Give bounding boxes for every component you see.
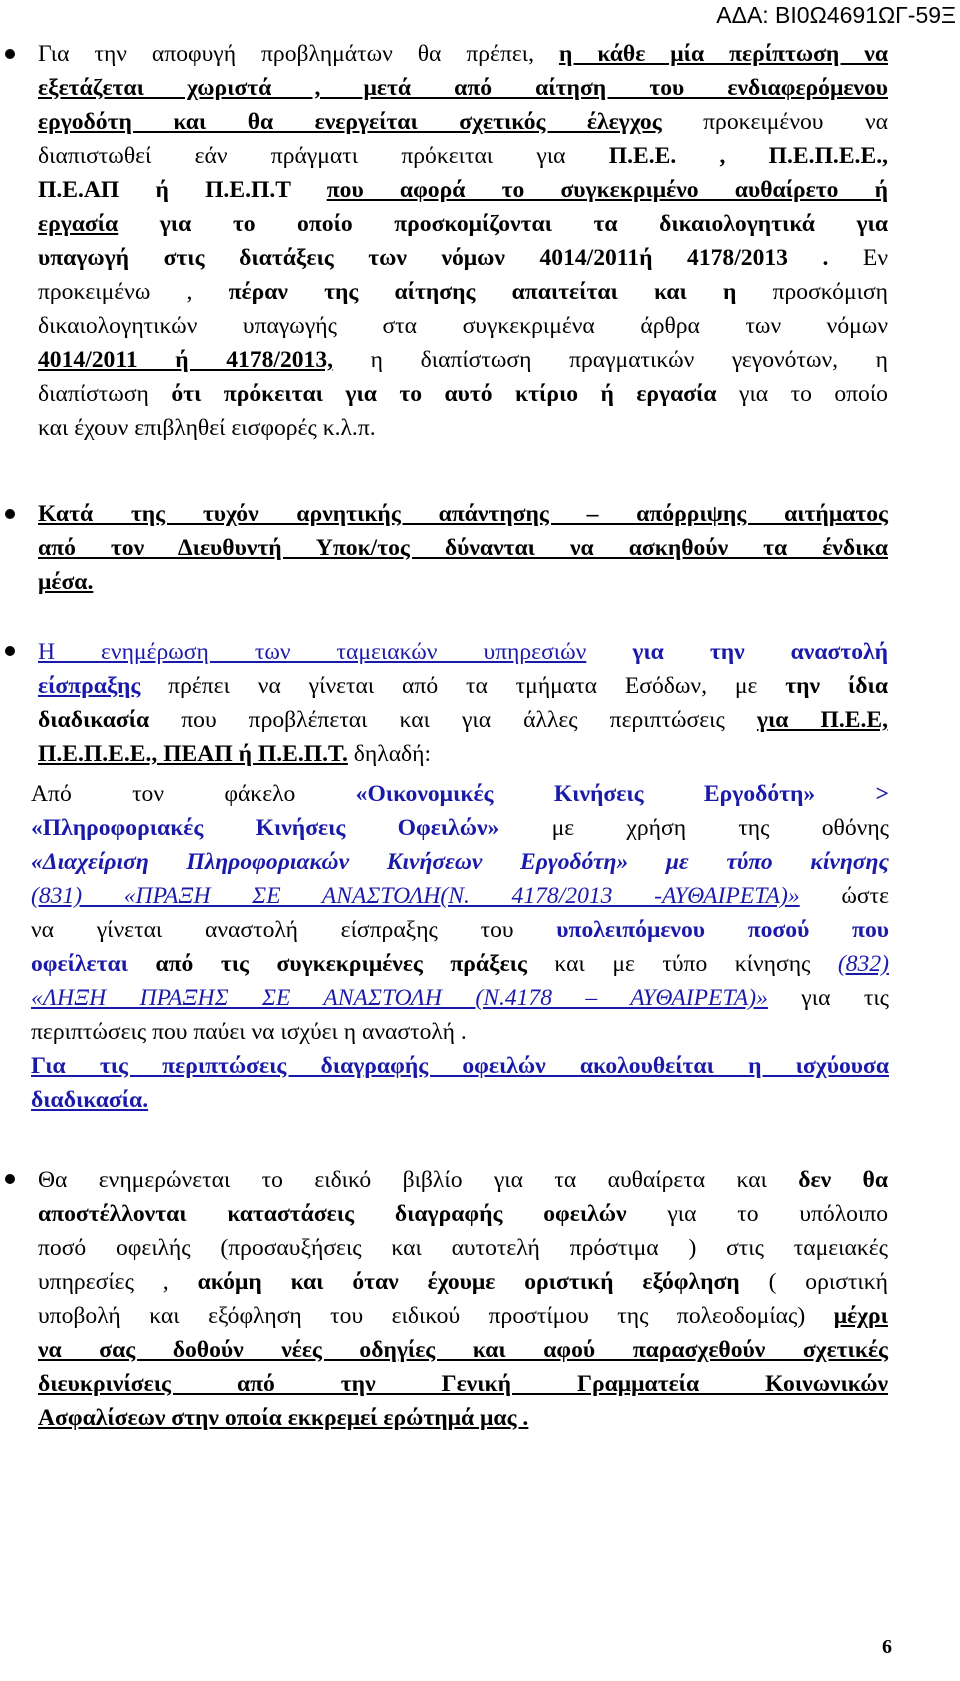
- text: εργασία: [38, 211, 119, 237]
- text: είσπραξης: [38, 673, 141, 699]
- text: υπηρεσίες ,: [38, 1269, 198, 1295]
- ada-code: ΑΔΑ: ΒΙ0Ω4691ΩΓ-59Ξ: [716, 2, 956, 28]
- text: προκειμένου να: [661, 109, 888, 135]
- text: να σας δοθούν νέες οδηγίες και αφού παρασχεθούν σχετικές: [38, 1337, 888, 1363]
- text: διαδικασία.: [31, 1087, 149, 1113]
- text: μέσα.: [38, 569, 94, 595]
- text: προκειμένω ,: [38, 279, 229, 305]
- text: υπαγωγή στις διατάξεις των νόμων 4014/2011ή 4178/2013 .: [38, 245, 829, 271]
- text: «Διαχείριση Πληροφοριακών Κινήσεων Εργοδότη» με τύπο κίνησης: [31, 849, 889, 875]
- text: «Οικονομικές Κινήσεις Εργοδότη» >: [355, 781, 889, 807]
- text: διαπιστωθεί εάν πράγματι πρόκειται για: [38, 143, 609, 169]
- text: πέραν της αίτησης απαιτείται και η: [228, 279, 737, 305]
- text: πρέπει να γίνεται από τα τμήματα Εσόδων, με: [140, 673, 786, 699]
- text: «ΛΗΞΗ ΠΡΑΞΗΣ ΣΕ ΑΝΑΣΤΟΛΗ (Ν.4178 – ΑΥΘΑΙΡΕΤΑ)»: [31, 985, 768, 1011]
- bullet-4: [5, 1174, 15, 1184]
- text: για το οποίο: [716, 381, 888, 407]
- text: μέχρι: [833, 1303, 888, 1329]
- text: Για την αποφυγή προβλημάτων θα πρέπει,: [38, 41, 559, 67]
- instructions-block: [31, 777, 889, 1117]
- text: Για τις περιπτώσεις διαγραφής οφειλών ακολουθείται η ισχύουσα: [31, 1053, 889, 1079]
- text: Από τον φάκελο: [31, 781, 356, 807]
- bullet-3: [5, 646, 15, 656]
- text: 4014/2011 ή 4178/2013,: [38, 347, 334, 373]
- text: ακόμη και όταν έχουμε οριστική εξόφληση: [197, 1269, 740, 1295]
- paragraph-avoid-problems: [38, 37, 888, 445]
- text: ότι πρόκειται για το αυτό κτίριο ή εργασία: [171, 381, 717, 407]
- text: διαδικασία: [38, 707, 150, 733]
- text: δηλαδή:: [347, 741, 432, 767]
- text: να γίνεται αναστολή είσπραξης του: [31, 917, 557, 943]
- text: από τον Διευθυντή Υποκ/τος δύνανται να ασκηθούν τα ένδικα: [38, 535, 888, 561]
- text: αποστέλλονται καταστάσεις διαγραφής οφειλών: [38, 1201, 627, 1227]
- text: ( οριστική: [739, 1269, 888, 1295]
- text: Θα ενημερώνεται το ειδικό βιβλίο για τα αυθαίρετα και: [38, 1167, 799, 1193]
- text: Π.Ε.Π.Ε.Ε., ΠΕΑΠ ή Π.Ε.Π.Τ.: [38, 741, 348, 767]
- text: που προβλέπεται και για άλλες περιπτώσεις: [149, 707, 757, 733]
- text: την ίδια: [785, 673, 888, 699]
- bullet-2: [5, 509, 15, 519]
- paragraph-appeal: [38, 497, 888, 599]
- text: εργοδότη και θα ενεργείται σχετικός έλεγχος: [38, 109, 662, 135]
- text: διευκρινίσεις από την Γενική Γραμματεία Κοινωνικών: [38, 1371, 888, 1397]
- bullet-1: [5, 49, 15, 59]
- text: Κατά της τυχόν αρνητικής απάντησης – απόρριψης αιτήματος: [38, 501, 888, 527]
- text: ποσό οφειλής (προσαυξήσεις και αυτοτελή πρόστιμα ) στις ταμειακές: [38, 1235, 888, 1261]
- text: Π.Ε.Ε. , Π.Ε.Π.Ε.Ε.,: [608, 143, 888, 169]
- text: (832): [837, 951, 889, 977]
- text: η κάθε μία περίπτωση να: [558, 41, 888, 67]
- text: διαπίστωση: [38, 381, 172, 407]
- text: δεν θα: [798, 1167, 889, 1193]
- text: προσκόμιση: [736, 279, 889, 305]
- text: οφείλεται: [31, 951, 156, 977]
- paragraph-cash-services: [38, 635, 888, 771]
- text: για τις: [767, 985, 890, 1011]
- text: με χρήση της οθόνης: [499, 815, 890, 841]
- paragraph-special-book: [38, 1163, 888, 1435]
- text: περιπτώσεις που παύει να ισχύει η αναστολή .: [31, 1019, 467, 1045]
- text: Η ενημέρωση των ταμειακών υπηρεσιών: [38, 639, 587, 665]
- text: και έχουν επιβληθεί εισφορές κ.λ.π.: [38, 415, 376, 441]
- text: Ασφαλίσεων στην οποία εκκρεμεί ερώτημά μας .: [38, 1405, 529, 1431]
- text: ώστε: [799, 883, 889, 909]
- text: (831) «ΠΡΑΞΗ ΣΕ ΑΝΑΣΤΟΛΗ(Ν. 4178/2013 -ΑΥΘΑΙΡΕΤΑ)»: [31, 883, 800, 909]
- text: που αφορά το συγκεκριμένο αυθαίρετο ή: [326, 177, 888, 203]
- text: η διαπίστωση πραγματικών γεγονότων, η: [333, 347, 888, 373]
- text: Π.Ε.ΑΠ ή Π.Ε.Π.Τ: [38, 177, 327, 203]
- text: για την αναστολή: [586, 639, 888, 665]
- text: εξετάζεται χωριστά , μετά από αίτηση του ενδιαφερόμενου: [38, 75, 888, 101]
- text: για το οποίο προσκομίζονται τα δικαιολογητικά για: [118, 211, 888, 237]
- text: υποβολή και εξόφληση του ειδικού προστίμου της πολεοδομίας): [38, 1303, 834, 1329]
- text: υπολειπόμενου ποσού που: [556, 917, 889, 943]
- text: δικαιολογητικών υπαγωγής στα συγκεκριμένα άρθρα των νόμων: [38, 313, 888, 339]
- text: για το υπόλοιπο: [626, 1201, 889, 1227]
- page-number: 6: [882, 1636, 892, 1658]
- text: Εν: [828, 245, 888, 271]
- text: από τις συγκεκριμένες πράξεις: [155, 951, 527, 977]
- text: «Πληροφοριακές Κινήσεις Οφειλών»: [31, 815, 500, 841]
- text: και με τύπο κίνησης: [526, 951, 838, 977]
- text: για Π.Ε.Ε,: [756, 707, 888, 733]
